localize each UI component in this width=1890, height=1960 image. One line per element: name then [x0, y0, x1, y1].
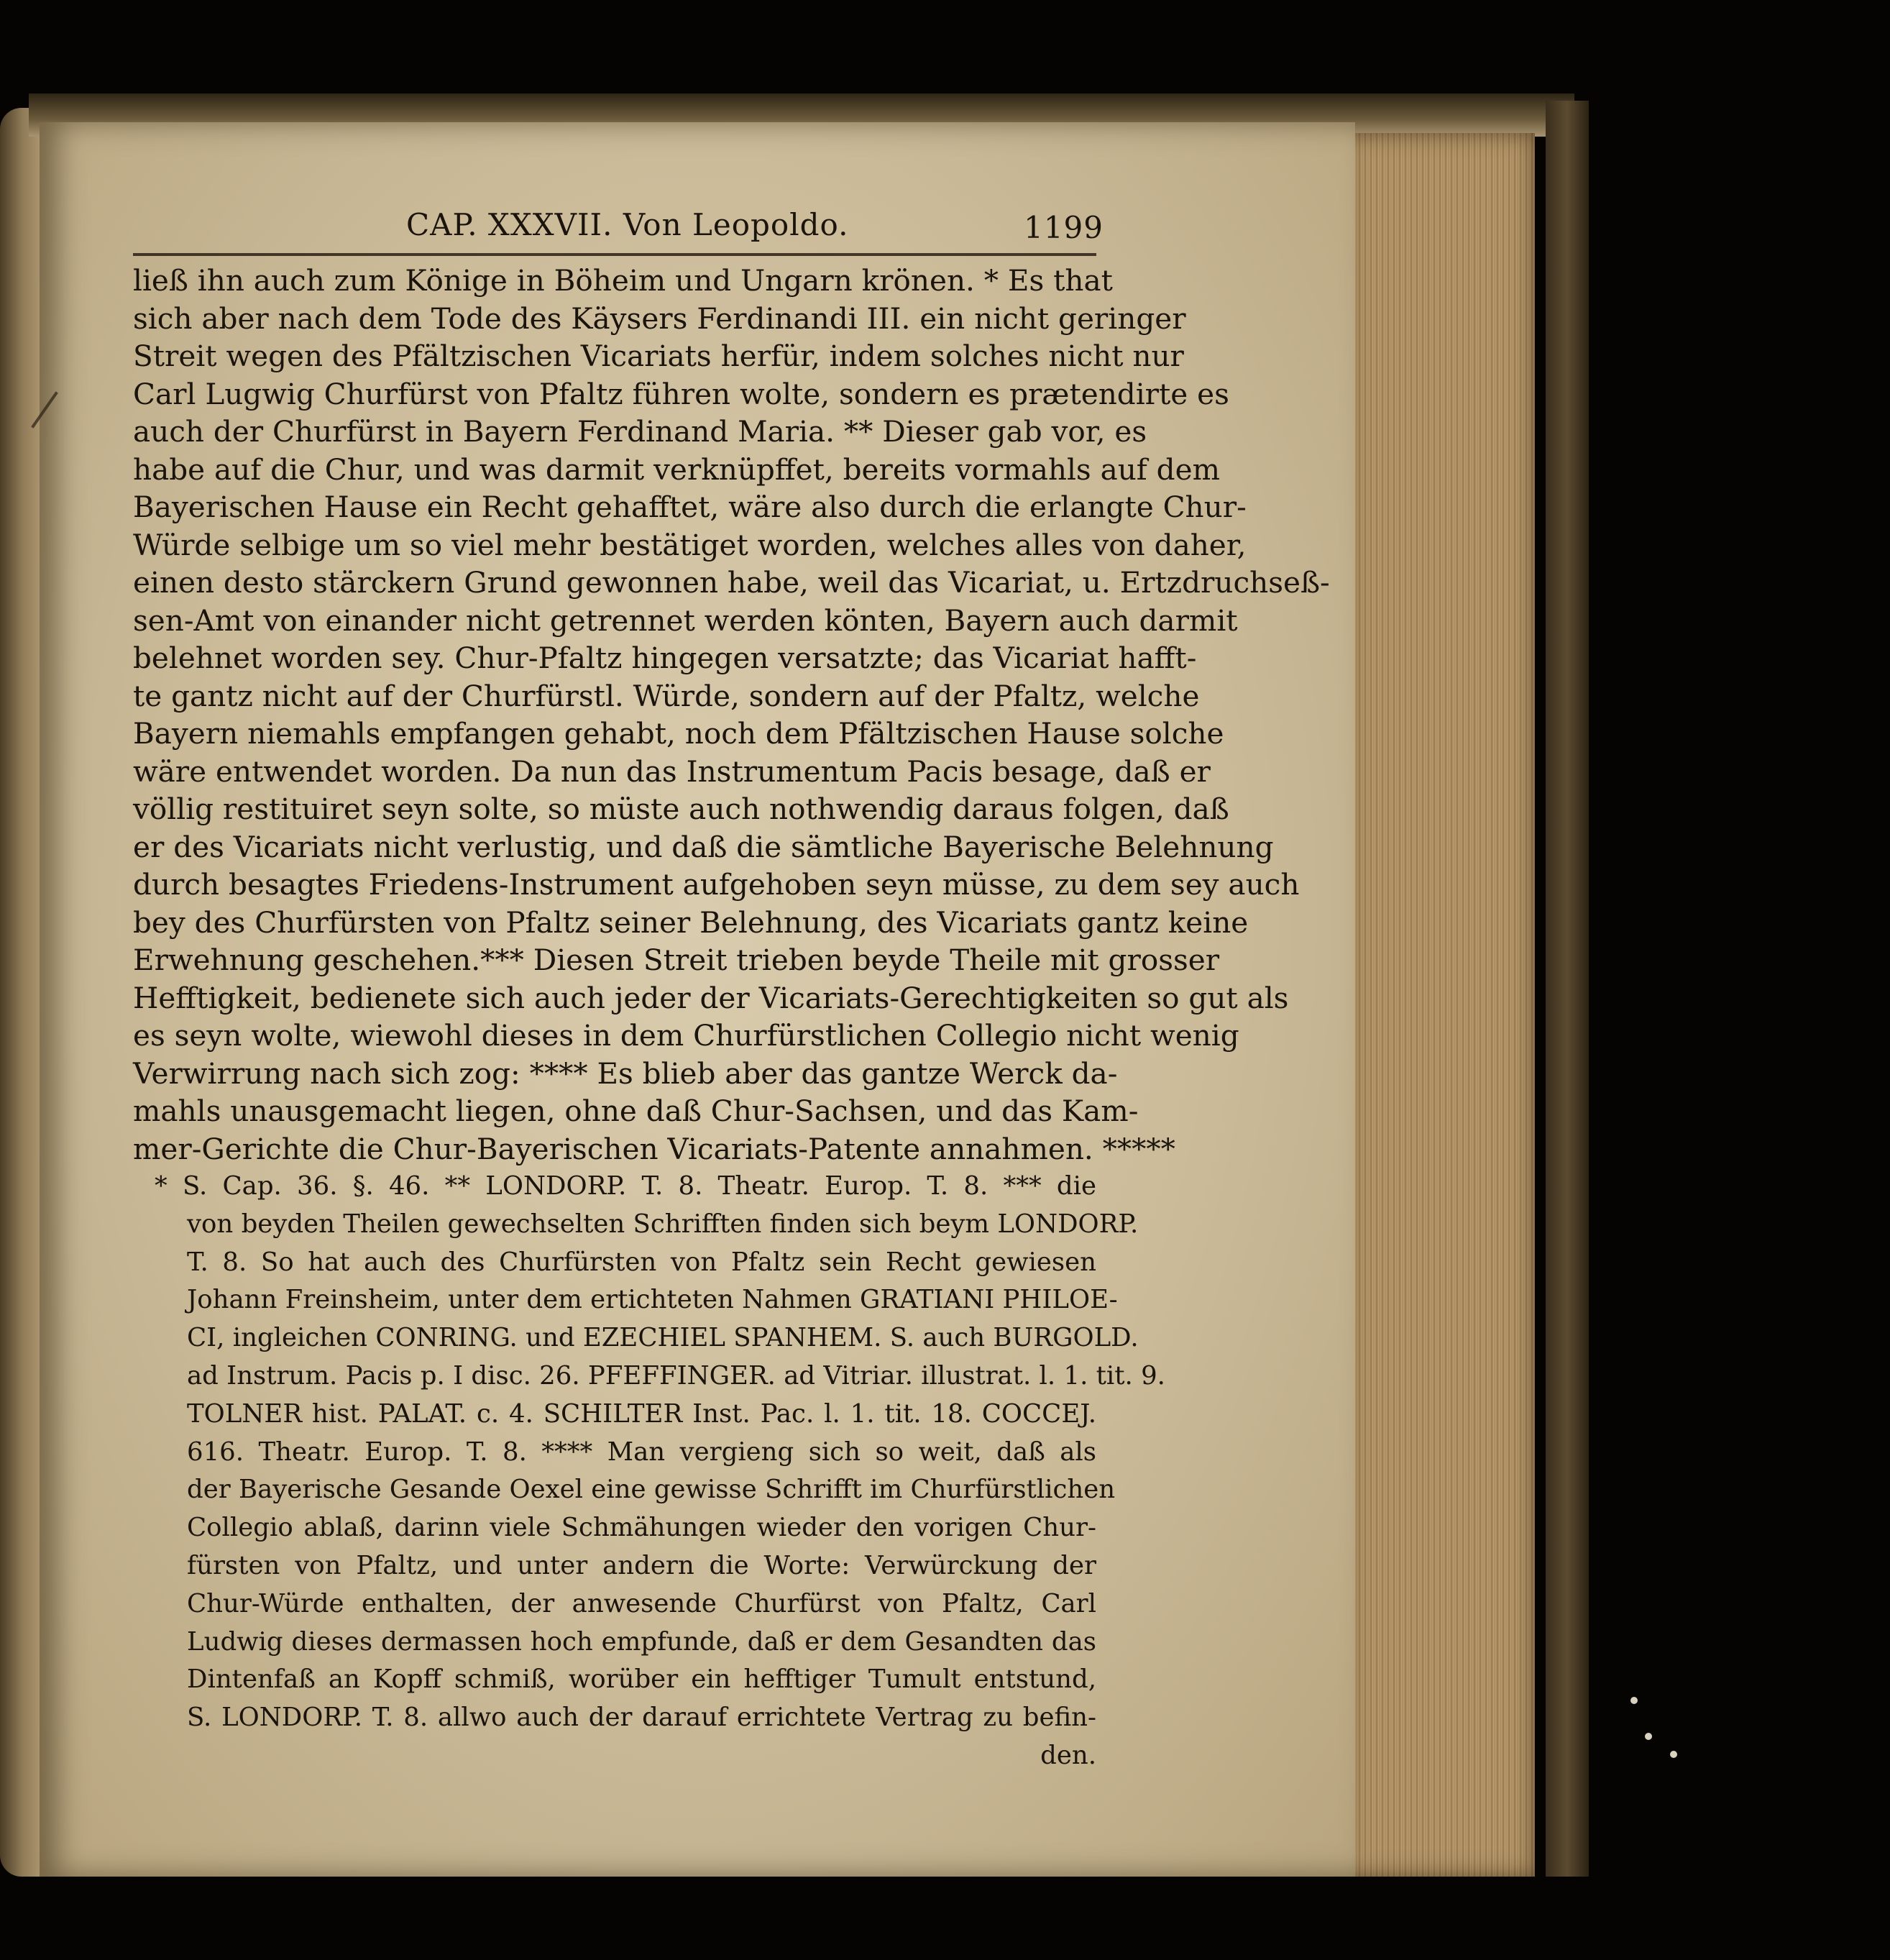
footnote-line: Dintenfaß an Kopff schmiß, worüber ein hefftiger Tumult entstund, [187, 1664, 1096, 1695]
footnote-line: den. [1040, 1740, 1096, 1770]
page-number: 1199 [1024, 210, 1104, 245]
footnote-line: CI, ingleichen CONRING. und EZECHIEL SPANHEM. S. auch BURGOLD. [187, 1323, 1139, 1353]
footnote-line: von beyden Theilen gewechselten Schrifften finden sich beym LONDORP. [187, 1209, 1139, 1239]
body-line: Bayerischen Hause ein Recht gehafftet, wäre also durch die erlangte Chur- [133, 490, 1247, 524]
body-line: mer-Gerichte die Chur-Bayerischen Vicariats-Patente annahmen. ***** [133, 1131, 1175, 1166]
footnote-line: T. 8. So hat auch des Churfürsten von Pfaltz sein Recht gewiesen [187, 1247, 1096, 1277]
footnote-line: Collegio ablaß, darinn viele Schmähungen wieder den vorigen Chur- [187, 1513, 1096, 1543]
body-line: Bayern niemahls empfangen gehabt, noch dem Pfältzischen Hause solche [133, 716, 1224, 751]
footnote-line: 616. Theatr. Europ. T. 8. **** Man vergieng sich so weit, daß als [187, 1437, 1096, 1467]
body-line: sen-Amt von einander nicht getrennet werden könten, Bayern auch darmit [133, 603, 1238, 638]
body-line: einen desto stärckern Grund gewonnen habe, weil das Vicariat, u. Ertzdruchseß- [133, 565, 1330, 600]
body-line: Carl Lugwig Churfürst von Pfaltz führen wolte, sondern es prætendirte es [133, 376, 1229, 411]
body-line: bey des Churfürsten von Pfaltz seiner Belehnung, des Vicariats gantz keine [133, 905, 1249, 940]
body-line: Würde selbige um so viel mehr bestätiget worden, welches alles von daher, [133, 527, 1247, 562]
footnote-line: ad Instrum. Pacis p. I disc. 26. PFEFFINGER. ad Vitriar. illustrat. l. 1. tit. 9. [187, 1360, 1165, 1391]
footnote-line: Ludwig dieses dermassen hoch empfunde, daß er dem Gesandten das [187, 1626, 1096, 1657]
footnote-line: fürsten von Pfaltz, und unter andern die Worte: Verwürckung der [187, 1550, 1096, 1580]
running-title: CAP. XXXVII. Von Leopoldo. [406, 207, 849, 242]
body-line: es seyn wolte, wiewohl dieses in dem Churfürstlichen Collegio nicht wenig [133, 1018, 1239, 1053]
page-header [133, 201, 1104, 253]
body-line: sich aber nach dem Tode des Käysers Ferdinandi III. ein nicht geringer [133, 301, 1186, 336]
footnote-line: S. LONDORP. T. 8. allwo auch der darauf errichtete Vertrag zu befin- [187, 1703, 1096, 1733]
main-text [133, 262, 1330, 1168]
page-block-edges [1344, 133, 1535, 1877]
dust-speck [1670, 1751, 1677, 1758]
header-rule [133, 253, 1096, 256]
body-line: Erwehnung geschehen.*** Diesen Streit trieben beyde Theile mit grosser [133, 943, 1220, 977]
body-line: mahls unausgemacht liegen, ohne daß Chur-Sachsen, und das Kam- [133, 1094, 1139, 1128]
page-text [133, 201, 1330, 1775]
book-cover-right [1546, 101, 1589, 1877]
dust-speck [1645, 1733, 1652, 1740]
footnote-line: Chur-Würde enthalten, der anwesende Churfürst von Pfaltz, Carl [187, 1588, 1096, 1618]
body-line: Streit wegen des Pfältzischen Vicariats herfür, indem solches nicht nur [133, 339, 1184, 373]
footnote-line: Johann Freinsheim, unter dem ertichteten Nahmen GRATIANI PHILOE- [187, 1285, 1118, 1315]
footnote-line: * S. Cap. 36. §. 46. ** LONDORP. T. 8. Theatr. Europ. T. 8. *** die [155, 1171, 1096, 1201]
body-line: er des Vicariats nicht verlustig, und daß die sämtliche Bayerische Belehnung [133, 829, 1274, 864]
body-line: durch besagtes Friedens-Instrument aufgehoben seyn müsse, zu dem sey auch [133, 867, 1300, 902]
footnote-line: TOLNER hist. PALAT. c. 4. SCHILTER Inst. Pac. l. 1. tit. 18. COCCEJ. [187, 1398, 1096, 1429]
dust-speck [1630, 1697, 1638, 1704]
body-line: Verwirrung nach sich zog: **** Es blieb aber das gantze Werck da- [133, 1055, 1118, 1091]
body-line: habe auf die Chur, und was darmit verknüpffet, bereits vormahls auf dem [133, 452, 1220, 487]
body-line: wäre entwendet worden. Da nun das Instrumentum Pacis besage, daß er [133, 754, 1211, 789]
body-line: belehnet worden sey. Chur-Pfaltz hingegen versatzte; das Vicariat hafft- [133, 641, 1197, 675]
body-line: te gantz nicht auf der Churfürstl. Würde, sondern auf der Pfaltz, welche [133, 678, 1200, 713]
body-line: Hefftigkeit, bedienete sich auch jeder der Vicariats-Gerechtigkeiten so gut als [133, 980, 1289, 1015]
body-line: ließ ihn auch zum Könige in Böheim und Ungarn krönen. * Es that [133, 263, 1113, 298]
body-line: völlig restituiret seyn solte, so müste auch nothwendig daraus folgen, daß [133, 792, 1229, 826]
footnotes [133, 1168, 1165, 1775]
body-line: auch der Churfürst in Bayern Ferdinand Maria. ** Dieser gab vor, es [133, 414, 1147, 449]
footnote-line: der Bayerische Gesande Oexel eine gewisse Schrifft im Churfürstlichen [187, 1475, 1116, 1505]
